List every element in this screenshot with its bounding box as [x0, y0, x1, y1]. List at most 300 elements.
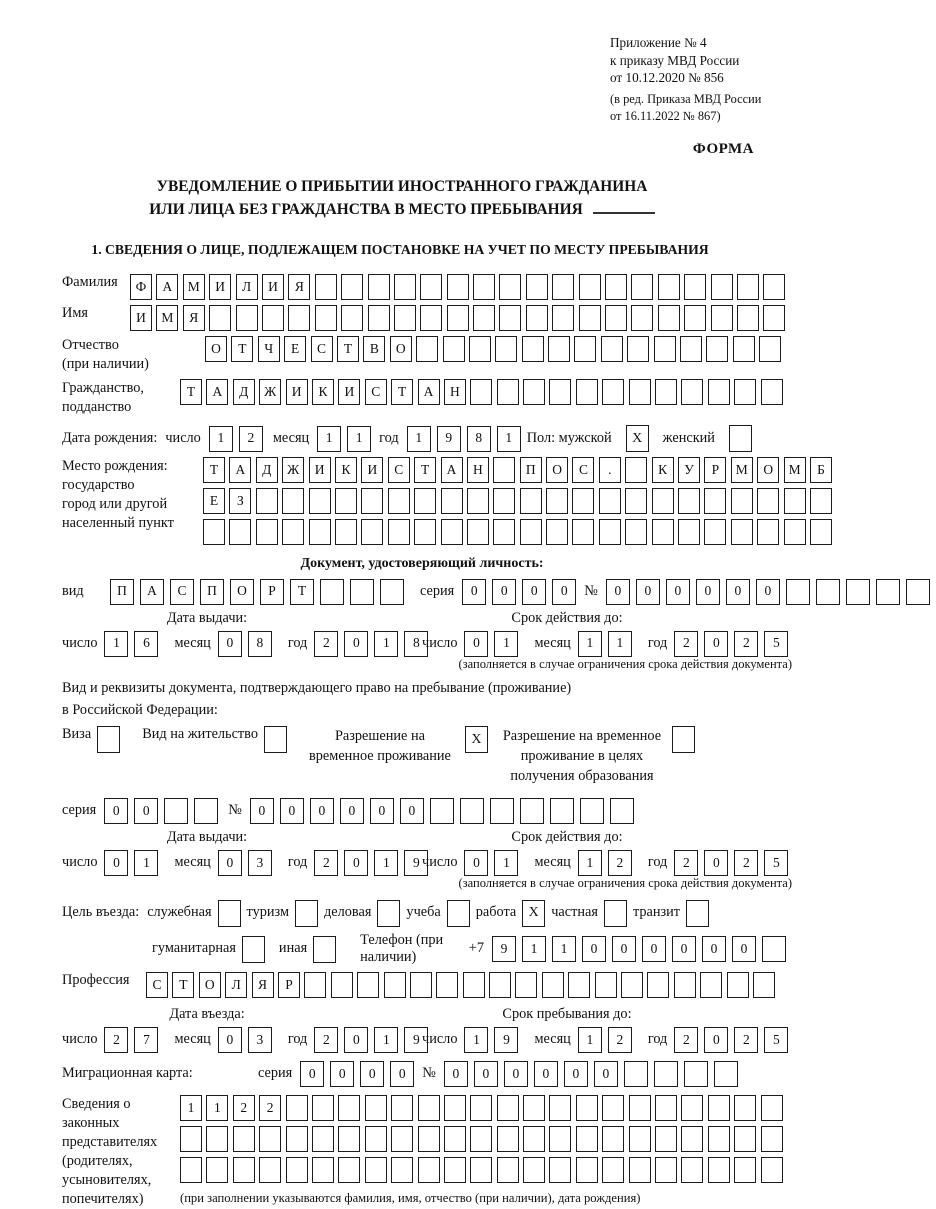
char-cell[interactable]: 2	[734, 1027, 758, 1053]
char-cell[interactable]: 2	[233, 1095, 255, 1121]
char-cell[interactable]	[410, 972, 432, 998]
char-cell[interactable]: 1	[374, 1027, 398, 1053]
char-cell[interactable]: Ч	[258, 336, 280, 362]
char-cell[interactable]: 2	[734, 631, 758, 657]
char-cell[interactable]	[416, 336, 438, 362]
char-cell[interactable]: 0	[552, 579, 576, 605]
char-cell[interactable]	[762, 936, 786, 962]
char-cell[interactable]: 9	[404, 1027, 428, 1053]
char-cell[interactable]	[470, 1095, 492, 1121]
char-cell[interactable]: 1	[578, 631, 602, 657]
char-cell[interactable]: 1	[209, 426, 233, 452]
char-cell[interactable]	[737, 274, 759, 300]
char-cell[interactable]	[203, 519, 225, 545]
char-cell[interactable]: А	[418, 379, 440, 405]
char-cell[interactable]	[549, 1126, 571, 1152]
char-cell[interactable]	[304, 972, 326, 998]
char-cell[interactable]	[361, 488, 383, 514]
char-cell[interactable]	[473, 274, 495, 300]
char-cell[interactable]: 3	[248, 850, 272, 876]
char-cell[interactable]: М	[731, 457, 753, 483]
char-cell[interactable]: М	[183, 274, 205, 300]
char-cell[interactable]: 8	[404, 631, 428, 657]
char-cell[interactable]: У	[678, 457, 700, 483]
char-cell[interactable]: .	[599, 457, 621, 483]
char-cell[interactable]: 3	[248, 1027, 272, 1053]
char-cell[interactable]: 9	[492, 936, 516, 962]
char-cell[interactable]: 2	[674, 1027, 698, 1053]
char-cell[interactable]	[493, 457, 515, 483]
birth-day-input[interactable]	[209, 426, 269, 452]
char-cell[interactable]	[444, 1157, 466, 1183]
char-cell[interactable]: 0	[104, 798, 128, 824]
char-cell[interactable]	[757, 488, 779, 514]
char-cell[interactable]	[520, 519, 542, 545]
char-cell[interactable]: О	[230, 579, 254, 605]
char-cell[interactable]: 2	[608, 850, 632, 876]
char-cell[interactable]	[288, 305, 310, 331]
char-cell[interactable]	[708, 1126, 730, 1152]
char-cell[interactable]	[761, 1095, 783, 1121]
representatives-line3-input[interactable]	[180, 1157, 787, 1183]
stay-day-input[interactable]	[464, 1027, 524, 1053]
char-cell[interactable]: 6	[134, 631, 158, 657]
char-cell[interactable]	[576, 1157, 598, 1183]
char-cell[interactable]: 1	[347, 426, 371, 452]
char-cell[interactable]	[444, 1126, 466, 1152]
char-cell[interactable]	[629, 1126, 651, 1152]
char-cell[interactable]: 2	[674, 850, 698, 876]
char-cell[interactable]	[546, 488, 568, 514]
char-cell[interactable]	[286, 1095, 308, 1121]
issue-month-input[interactable]	[218, 631, 278, 657]
char-cell[interactable]	[906, 579, 930, 605]
purpose-work-checkbox[interactable]: X	[522, 900, 545, 927]
char-cell[interactable]	[784, 488, 806, 514]
char-cell[interactable]: 2	[314, 850, 338, 876]
char-cell[interactable]: 5	[764, 631, 788, 657]
char-cell[interactable]: С	[146, 972, 168, 998]
char-cell[interactable]	[574, 336, 596, 362]
char-cell[interactable]	[759, 336, 781, 362]
char-cell[interactable]	[365, 1157, 387, 1183]
char-cell[interactable]	[576, 1095, 598, 1121]
char-cell[interactable]	[365, 1095, 387, 1121]
char-cell[interactable]	[629, 379, 651, 405]
char-cell[interactable]: 0	[134, 798, 158, 824]
char-cell[interactable]	[734, 1157, 756, 1183]
char-cell[interactable]	[447, 274, 469, 300]
char-cell[interactable]	[262, 305, 284, 331]
char-cell[interactable]	[579, 305, 601, 331]
char-cell[interactable]	[599, 519, 621, 545]
char-cell[interactable]: И	[262, 274, 284, 300]
issue-month-input[interactable]	[218, 850, 278, 876]
representatives-line1-input[interactable]	[180, 1095, 787, 1121]
char-cell[interactable]	[731, 488, 753, 514]
char-cell[interactable]	[256, 519, 278, 545]
char-cell[interactable]: 1	[578, 850, 602, 876]
char-cell[interactable]	[312, 1095, 334, 1121]
purpose-transit-checkbox[interactable]	[686, 900, 709, 927]
birth-month-input[interactable]	[317, 426, 377, 452]
char-cell[interactable]: 0	[360, 1061, 384, 1087]
char-cell[interactable]	[335, 519, 357, 545]
purpose-private-checkbox[interactable]	[604, 900, 627, 927]
surname-input[interactable]	[130, 274, 790, 300]
char-cell[interactable]	[206, 1157, 228, 1183]
char-cell[interactable]	[625, 457, 647, 483]
char-cell[interactable]: Л	[225, 972, 247, 998]
char-cell[interactable]: 8	[467, 426, 491, 452]
residence-permit-checkbox[interactable]	[264, 726, 287, 753]
char-cell[interactable]: 0	[310, 798, 334, 824]
char-cell[interactable]: 1	[497, 426, 521, 452]
char-cell[interactable]	[467, 519, 489, 545]
char-cell[interactable]	[655, 1095, 677, 1121]
patronymic-input[interactable]	[205, 336, 786, 362]
char-cell[interactable]: П	[520, 457, 542, 483]
char-cell[interactable]: 9	[404, 850, 428, 876]
char-cell[interactable]	[810, 488, 832, 514]
char-cell[interactable]: О	[205, 336, 227, 362]
char-cell[interactable]: 1	[552, 936, 576, 962]
entry-day-input[interactable]	[104, 1027, 164, 1053]
char-cell[interactable]: 1	[494, 631, 518, 657]
char-cell[interactable]: Л	[236, 274, 258, 300]
char-cell[interactable]	[414, 488, 436, 514]
char-cell[interactable]: Т	[414, 457, 436, 483]
char-cell[interactable]	[447, 305, 469, 331]
char-cell[interactable]: О	[390, 336, 412, 362]
char-cell[interactable]	[523, 1095, 545, 1121]
char-cell[interactable]	[229, 519, 251, 545]
char-cell[interactable]	[734, 379, 756, 405]
temp-residence-education-checkbox[interactable]	[672, 726, 695, 753]
char-cell[interactable]: 0	[606, 579, 630, 605]
char-cell[interactable]	[420, 274, 442, 300]
char-cell[interactable]	[493, 488, 515, 514]
char-cell[interactable]: Т	[203, 457, 225, 483]
char-cell[interactable]: Т	[337, 336, 359, 362]
char-cell[interactable]: С	[365, 379, 387, 405]
purpose-commercial-checkbox[interactable]	[377, 900, 400, 927]
char-cell[interactable]	[523, 379, 545, 405]
char-cell[interactable]: 2	[239, 426, 263, 452]
char-cell[interactable]	[734, 1095, 756, 1121]
char-cell[interactable]	[605, 305, 627, 331]
char-cell[interactable]: Т	[180, 379, 202, 405]
char-cell[interactable]	[846, 579, 870, 605]
char-cell[interactable]: 0	[522, 579, 546, 605]
char-cell[interactable]: 0	[666, 579, 690, 605]
char-cell[interactable]	[236, 305, 258, 331]
char-cell[interactable]	[684, 274, 706, 300]
char-cell[interactable]	[259, 1157, 281, 1183]
char-cell[interactable]	[282, 519, 304, 545]
char-cell[interactable]	[655, 379, 677, 405]
char-cell[interactable]: О	[199, 972, 221, 998]
char-cell[interactable]: Е	[284, 336, 306, 362]
char-cell[interactable]	[625, 488, 647, 514]
char-cell[interactable]	[731, 519, 753, 545]
char-cell[interactable]	[233, 1157, 255, 1183]
char-cell[interactable]	[493, 519, 515, 545]
char-cell[interactable]: Д	[233, 379, 255, 405]
name-input[interactable]	[130, 305, 790, 331]
char-cell[interactable]	[391, 1095, 413, 1121]
char-cell[interactable]: 0	[344, 1027, 368, 1053]
char-cell[interactable]	[711, 274, 733, 300]
char-cell[interactable]	[700, 972, 722, 998]
char-cell[interactable]: С	[388, 457, 410, 483]
char-cell[interactable]	[441, 519, 463, 545]
char-cell[interactable]: 2	[314, 631, 338, 657]
char-cell[interactable]	[470, 1157, 492, 1183]
char-cell[interactable]	[470, 1126, 492, 1152]
char-cell[interactable]	[602, 1126, 624, 1152]
entry-month-input[interactable]	[218, 1027, 278, 1053]
purpose-tourism-checkbox[interactable]	[295, 900, 318, 927]
valid-day-input[interactable]	[464, 631, 524, 657]
char-cell[interactable]	[384, 972, 406, 998]
char-cell[interactable]	[497, 379, 519, 405]
char-cell[interactable]	[436, 972, 458, 998]
char-cell[interactable]: 0	[642, 936, 666, 962]
char-cell[interactable]	[368, 274, 390, 300]
char-cell[interactable]: 0	[704, 1027, 728, 1053]
char-cell[interactable]: 1	[494, 850, 518, 876]
char-cell[interactable]	[658, 274, 680, 300]
char-cell[interactable]: 0	[390, 1061, 414, 1087]
char-cell[interactable]	[786, 579, 810, 605]
char-cell[interactable]: 0	[504, 1061, 528, 1087]
char-cell[interactable]	[727, 972, 749, 998]
char-cell[interactable]	[733, 336, 755, 362]
char-cell[interactable]	[761, 1157, 783, 1183]
char-cell[interactable]: 0	[370, 798, 394, 824]
char-cell[interactable]	[542, 972, 564, 998]
char-cell[interactable]	[418, 1095, 440, 1121]
char-cell[interactable]	[605, 274, 627, 300]
char-cell[interactable]	[602, 379, 624, 405]
char-cell[interactable]: 2	[104, 1027, 128, 1053]
char-cell[interactable]	[621, 972, 643, 998]
char-cell[interactable]	[441, 488, 463, 514]
char-cell[interactable]: 0	[464, 850, 488, 876]
char-cell[interactable]	[629, 1157, 651, 1183]
char-cell[interactable]: Я	[183, 305, 205, 331]
char-cell[interactable]	[388, 519, 410, 545]
char-cell[interactable]: П	[200, 579, 224, 605]
char-cell[interactable]	[579, 274, 601, 300]
char-cell[interactable]	[194, 798, 218, 824]
temp-residence-checkbox[interactable]: X	[465, 726, 488, 753]
char-cell[interactable]: В	[363, 336, 385, 362]
migration-number-input[interactable]	[444, 1061, 744, 1087]
char-cell[interactable]: 1	[578, 1027, 602, 1053]
char-cell[interactable]	[499, 305, 521, 331]
char-cell[interactable]	[704, 488, 726, 514]
char-cell[interactable]: 0	[704, 631, 728, 657]
char-cell[interactable]: И	[130, 305, 152, 331]
char-cell[interactable]	[757, 519, 779, 545]
char-cell[interactable]: 0	[474, 1061, 498, 1087]
char-cell[interactable]: С	[170, 579, 194, 605]
char-cell[interactable]: 1	[134, 850, 158, 876]
char-cell[interactable]: К	[312, 379, 334, 405]
char-cell[interactable]: О	[757, 457, 779, 483]
char-cell[interactable]	[338, 1157, 360, 1183]
char-cell[interactable]	[629, 1095, 651, 1121]
char-cell[interactable]	[761, 1126, 783, 1152]
char-cell[interactable]	[497, 1095, 519, 1121]
char-cell[interactable]: 1	[206, 1095, 228, 1121]
char-cell[interactable]: К	[335, 457, 357, 483]
char-cell[interactable]	[497, 1126, 519, 1152]
char-cell[interactable]	[497, 1157, 519, 1183]
char-cell[interactable]	[602, 1157, 624, 1183]
char-cell[interactable]	[499, 274, 521, 300]
char-cell[interactable]: З	[229, 488, 251, 514]
char-cell[interactable]	[444, 1095, 466, 1121]
char-cell[interactable]	[526, 305, 548, 331]
char-cell[interactable]: А	[206, 379, 228, 405]
char-cell[interactable]: 1	[180, 1095, 202, 1121]
sex-male-checkbox[interactable]: X	[626, 425, 649, 452]
char-cell[interactable]: А	[156, 274, 178, 300]
purpose-study-checkbox[interactable]	[447, 900, 470, 927]
purpose-other-checkbox[interactable]	[313, 936, 336, 963]
char-cell[interactable]: 0	[462, 579, 486, 605]
char-cell[interactable]	[357, 972, 379, 998]
char-cell[interactable]	[312, 1126, 334, 1152]
char-cell[interactable]	[523, 1157, 545, 1183]
char-cell[interactable]	[526, 274, 548, 300]
char-cell[interactable]	[391, 1157, 413, 1183]
char-cell[interactable]	[515, 972, 537, 998]
char-cell[interactable]: 0	[696, 579, 720, 605]
char-cell[interactable]	[286, 1157, 308, 1183]
char-cell[interactable]	[602, 1095, 624, 1121]
char-cell[interactable]: 0	[104, 850, 128, 876]
char-cell[interactable]	[414, 519, 436, 545]
valid-month-input[interactable]	[578, 850, 638, 876]
char-cell[interactable]: 1	[374, 850, 398, 876]
char-cell[interactable]: 0	[726, 579, 750, 605]
char-cell[interactable]	[631, 274, 653, 300]
char-cell[interactable]: Ж	[259, 379, 281, 405]
char-cell[interactable]	[610, 798, 634, 824]
char-cell[interactable]: А	[441, 457, 463, 483]
char-cell[interactable]	[763, 305, 785, 331]
char-cell[interactable]: 0	[732, 936, 756, 962]
char-cell[interactable]: 2	[674, 631, 698, 657]
char-cell[interactable]	[674, 972, 696, 998]
char-cell[interactable]: Ф	[130, 274, 152, 300]
char-cell[interactable]: К	[652, 457, 674, 483]
char-cell[interactable]	[678, 519, 700, 545]
char-cell[interactable]	[549, 379, 571, 405]
char-cell[interactable]	[430, 798, 454, 824]
char-cell[interactable]: 0	[344, 631, 368, 657]
char-cell[interactable]	[680, 336, 702, 362]
char-cell[interactable]	[655, 1157, 677, 1183]
char-cell[interactable]	[350, 579, 374, 605]
char-cell[interactable]	[309, 519, 331, 545]
char-cell[interactable]: 0	[464, 631, 488, 657]
char-cell[interactable]: 0	[444, 1061, 468, 1087]
char-cell[interactable]: А	[140, 579, 164, 605]
char-cell[interactable]	[753, 972, 775, 998]
char-cell[interactable]	[737, 305, 759, 331]
char-cell[interactable]	[315, 274, 337, 300]
char-cell[interactable]	[309, 488, 331, 514]
char-cell[interactable]	[546, 519, 568, 545]
char-cell[interactable]	[338, 1126, 360, 1152]
char-cell[interactable]: 0	[344, 850, 368, 876]
char-cell[interactable]	[320, 579, 344, 605]
char-cell[interactable]	[684, 305, 706, 331]
char-cell[interactable]	[601, 336, 623, 362]
char-cell[interactable]: Ж	[282, 457, 304, 483]
char-cell[interactable]	[655, 1126, 677, 1152]
char-cell[interactable]: 1	[464, 1027, 488, 1053]
char-cell[interactable]	[520, 798, 544, 824]
char-cell[interactable]	[647, 972, 669, 998]
char-cell[interactable]	[469, 336, 491, 362]
profession-input[interactable]	[146, 972, 779, 998]
char-cell[interactable]	[595, 972, 617, 998]
char-cell[interactable]	[708, 1095, 730, 1121]
char-cell[interactable]	[708, 1157, 730, 1183]
char-cell[interactable]	[420, 305, 442, 331]
char-cell[interactable]	[624, 1061, 648, 1087]
char-cell[interactable]: 0	[218, 1027, 242, 1053]
char-cell[interactable]: 0	[300, 1061, 324, 1087]
char-cell[interactable]	[572, 519, 594, 545]
char-cell[interactable]	[380, 579, 404, 605]
char-cell[interactable]	[338, 1095, 360, 1121]
char-cell[interactable]	[463, 972, 485, 998]
valid-month-input[interactable]	[578, 631, 638, 657]
char-cell[interactable]: Р	[704, 457, 726, 483]
char-cell[interactable]: А	[229, 457, 251, 483]
char-cell[interactable]	[711, 305, 733, 331]
char-cell[interactable]	[331, 972, 353, 998]
char-cell[interactable]: 0	[492, 579, 516, 605]
char-cell[interactable]: 1	[317, 426, 341, 452]
char-cell[interactable]	[576, 1126, 598, 1152]
valid-day-input[interactable]	[464, 850, 524, 876]
char-cell[interactable]: 1	[374, 631, 398, 657]
char-cell[interactable]: 1	[104, 631, 128, 657]
char-cell[interactable]	[548, 336, 570, 362]
char-cell[interactable]	[654, 1061, 678, 1087]
char-cell[interactable]	[341, 305, 363, 331]
char-cell[interactable]	[282, 488, 304, 514]
char-cell[interactable]	[460, 798, 484, 824]
char-cell[interactable]: Д	[256, 457, 278, 483]
char-cell[interactable]: Б	[810, 457, 832, 483]
char-cell[interactable]	[681, 1157, 703, 1183]
char-cell[interactable]: 0	[218, 850, 242, 876]
residence-number-input[interactable]	[250, 798, 640, 824]
char-cell[interactable]: Н	[467, 457, 489, 483]
char-cell[interactable]: Т	[172, 972, 194, 998]
char-cell[interactable]: 0	[564, 1061, 588, 1087]
char-cell[interactable]: И	[309, 457, 331, 483]
